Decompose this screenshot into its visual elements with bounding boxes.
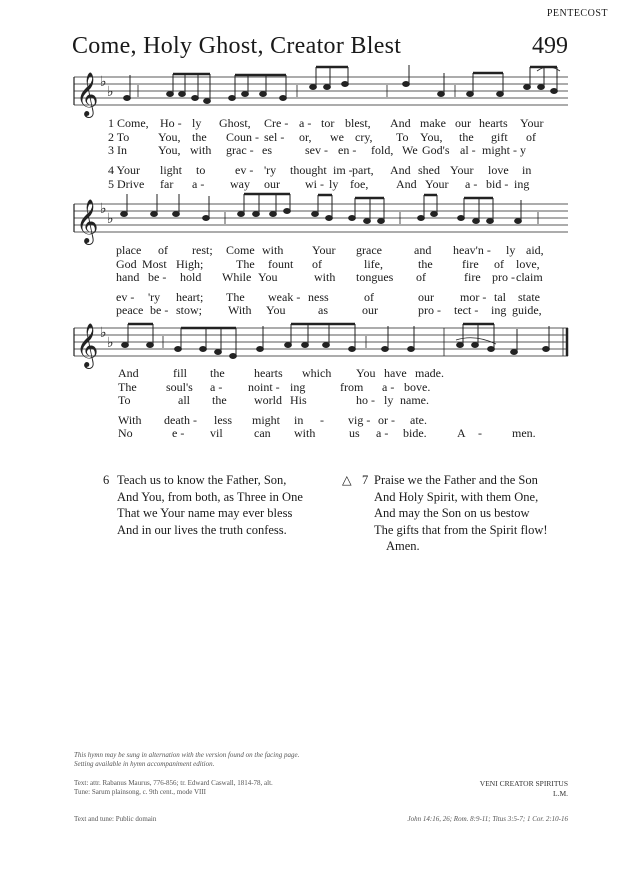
lyric: as — [318, 303, 328, 317]
lyric: ing — [514, 177, 530, 191]
lyric: the — [459, 130, 474, 144]
music-staff-system-3 — [0, 314, 640, 374]
lyric: foe, — [350, 177, 369, 191]
lyric: heav'n - — [453, 243, 491, 257]
lyric: 'ry — [148, 290, 161, 304]
hymn-number: 499 — [532, 33, 568, 59]
lyric: vil — [210, 426, 223, 440]
lyric: fount — [268, 257, 294, 271]
lyric: soul's — [166, 380, 193, 394]
lyric: 5 Drive — [108, 177, 145, 191]
lyric: of — [364, 290, 374, 304]
lyric: grace — [356, 243, 382, 257]
lyric: hold — [180, 270, 202, 284]
lyric: way — [230, 177, 250, 191]
lyric: love, — [516, 257, 540, 271]
lyric: of — [526, 130, 536, 144]
lyric: peace — [116, 303, 144, 317]
lyric: of — [158, 243, 168, 257]
lyric: of — [416, 270, 426, 284]
lyric: love — [488, 163, 509, 177]
lyric: You, — [420, 130, 443, 144]
lyric: 4 Your — [108, 163, 141, 177]
lyric: High; — [176, 257, 204, 271]
lyric: guide, — [512, 303, 542, 317]
lyric: While — [222, 270, 252, 284]
lyric: To — [396, 130, 409, 144]
lyric: we — [330, 130, 344, 144]
lyric: make — [420, 116, 446, 130]
lyric: which — [302, 366, 332, 380]
lyric: sel - — [264, 130, 285, 144]
text-credit: Text: attr. Rabanus Maurus, 776-856; tr. Edward Caswall, 1814-78, alt. — [74, 779, 273, 787]
lyric: name. — [400, 393, 429, 407]
lyric: hand — [116, 270, 140, 284]
lyric: a - — [192, 177, 205, 191]
lyric: rest; — [192, 243, 213, 257]
lyric: made. — [415, 366, 444, 380]
lyric: The — [236, 257, 255, 271]
triangle-icon: △ — [342, 473, 352, 487]
lyric: And — [390, 116, 411, 130]
lyric: our — [264, 177, 280, 191]
lyric: ly — [506, 243, 516, 257]
svg-text:♭: ♭ — [107, 85, 114, 100]
lyric: or - — [378, 413, 395, 427]
lyric: sev - — [305, 143, 328, 157]
lyric: might — [252, 413, 281, 427]
lyric: al - — [460, 143, 476, 157]
lyric: place — [116, 243, 142, 257]
stanza-line: Amen. — [386, 539, 420, 553]
lyric: us — [349, 426, 360, 440]
lyric: bid - — [486, 177, 509, 191]
lyric: state — [518, 290, 540, 304]
lyric: - — [320, 413, 324, 427]
music-staff-system-2 — [0, 190, 640, 250]
lyric: And — [118, 366, 139, 380]
lyric: in — [294, 413, 304, 427]
lyric: cry, — [355, 130, 373, 144]
lyric: You, — [158, 143, 181, 157]
svg-text:♭: ♭ — [100, 326, 107, 341]
lyric: tongues — [356, 270, 394, 284]
lyric: with — [294, 426, 316, 440]
lyric: Your — [520, 116, 544, 130]
lyric: ev - — [116, 290, 135, 304]
lyric: And — [390, 163, 411, 177]
lyric: You, — [158, 130, 181, 144]
lyric: a - — [465, 177, 478, 191]
stanza-line: And Holy Spirit, with them One, — [374, 489, 539, 504]
stanza-number: 7 — [362, 473, 369, 487]
lyric: can — [254, 426, 271, 440]
svg-text:♭: ♭ — [107, 212, 114, 227]
lyric: fire — [462, 257, 479, 271]
lyric: - — [478, 426, 482, 440]
lyric: shed — [418, 163, 440, 177]
lyric: tal — [494, 290, 506, 304]
lyric: be - — [148, 270, 167, 284]
lyric: our — [418, 290, 434, 304]
svg-text:♭: ♭ — [107, 336, 114, 351]
lyric: His — [290, 393, 307, 407]
lyric: You — [258, 270, 278, 284]
lyric: ness — [308, 290, 329, 304]
lyric: death - — [164, 413, 197, 427]
lyric: of — [494, 257, 504, 271]
lyric: heart; — [176, 290, 204, 304]
lyric: a - — [382, 380, 395, 394]
lyric: mor - — [460, 290, 487, 304]
lyric: The — [226, 290, 245, 304]
lyric: thought — [290, 163, 327, 177]
lyric: stow; — [176, 303, 203, 317]
lyric: Your — [312, 243, 336, 257]
lyric: es — [262, 143, 272, 157]
tune-name: VENI CREATOR SPIRITUS — [479, 779, 568, 788]
lyric: tect - — [454, 303, 479, 317]
lyric: from — [340, 380, 364, 394]
lyric: to — [196, 163, 206, 177]
lyric: aid, — [526, 243, 544, 257]
section-label: PENTECOST — [546, 8, 608, 19]
lyric: Your — [425, 177, 449, 191]
lyric: im - — [333, 163, 353, 177]
meter: L.M. — [553, 789, 568, 798]
lyric: ly — [329, 177, 339, 191]
lyric: Ho - — [160, 116, 182, 130]
lyric: Cre - — [264, 116, 289, 130]
lyric: You — [266, 303, 286, 317]
stanza-line: And You, from both, as Three in One — [117, 489, 303, 504]
lyric: our — [455, 116, 471, 130]
lyric: With — [118, 413, 142, 427]
lyric: blest, — [345, 116, 371, 130]
lyric: ev - — [235, 163, 254, 177]
lyric: light — [160, 163, 183, 177]
lyric: all — [178, 393, 190, 407]
lyric: bide. — [403, 426, 427, 440]
lyric: world — [254, 393, 282, 407]
lyric: a - — [299, 116, 312, 130]
lyric: weak - — [268, 290, 301, 304]
lyric: ate. — [410, 413, 427, 427]
lyric: with — [314, 270, 336, 284]
lyric: wi - — [305, 177, 324, 191]
stanza-line: Praise we the Father and the Son — [374, 473, 538, 487]
lyric: less — [214, 413, 232, 427]
setting-note: Setting available in hymn accompaniment edition. — [74, 760, 215, 768]
copyright: Text and tune: Public domain — [74, 815, 157, 823]
lyric: 1 Come, — [108, 116, 149, 130]
music-staff-system-1 — [0, 63, 640, 123]
lyric: Coun - — [226, 130, 259, 144]
svg-text:𝄞: 𝄞 — [76, 325, 99, 367]
lyric: Your — [450, 163, 474, 177]
lyric: hearts — [254, 366, 283, 380]
lyric: pro - — [492, 270, 515, 284]
lyric: Ghost, — [219, 116, 251, 130]
lyric: 2 To — [108, 130, 130, 144]
lyric: noint - — [248, 380, 280, 394]
stanza-line: And in our lives the truth confess. — [117, 522, 287, 537]
lyric: in — [522, 163, 532, 177]
lyric: hearts — [479, 116, 508, 130]
lyric: of — [312, 257, 322, 271]
lyric: The — [118, 380, 137, 394]
lyric: or, — [299, 130, 312, 144]
stanza-number: 6 — [103, 473, 110, 487]
lyric: A — [457, 426, 466, 440]
lyric: God's — [422, 143, 450, 157]
svg-text:♭: ♭ — [100, 202, 107, 217]
lyric: be - — [150, 303, 169, 317]
lyric: 3 In — [108, 143, 127, 157]
lyric: have — [384, 366, 407, 380]
lyric: might - — [482, 143, 517, 157]
lyric: far — [160, 177, 174, 191]
lyric: with — [190, 143, 212, 157]
lyric: gift — [491, 130, 508, 144]
lyric: ho - — [356, 393, 375, 407]
treble-clef-icon: 𝄞 — [76, 74, 99, 116]
lyric: ing — [290, 380, 306, 394]
lyric: en - — [338, 143, 357, 157]
lyric: the — [192, 130, 207, 144]
lyric: a - — [376, 426, 389, 440]
lyric: 'ry — [264, 163, 277, 177]
lyric: men. — [512, 426, 536, 440]
lyric: the — [418, 257, 433, 271]
lyric: life, — [364, 257, 383, 271]
stanza-line: The gifts that from the Spirit flow! — [374, 522, 548, 537]
lyric: claim — [516, 270, 543, 284]
stanza-line: That we Your name may ever bless — [117, 506, 293, 520]
lyric: ly — [384, 393, 394, 407]
lyric: pro - — [418, 303, 441, 317]
lyric: tor — [321, 116, 335, 130]
lyric: With — [228, 303, 252, 317]
lyric: God — [116, 257, 137, 271]
hymn-title: Come, Holy Ghost, Creator Blest — [72, 33, 402, 59]
lyric: Most — [142, 257, 167, 271]
lyric: the — [210, 366, 225, 380]
stanza-line: Teach us to know the Father, Son, — [117, 473, 287, 487]
lyric: No — [118, 426, 133, 440]
tune-credit: Tune: Sarum plainsong, c. 9th cent., mode VIII — [74, 788, 207, 796]
lyric: vig - — [348, 413, 371, 427]
lyric: and — [414, 243, 432, 257]
lyric: a - — [210, 380, 223, 394]
scripture-refs: John 14:16, 26; Rom. 8:9-11; Titus 3:5-7; 1 Cor. 2:10-16 — [407, 815, 568, 823]
lyric: grac - — [226, 143, 254, 157]
lyric: To — [118, 393, 131, 407]
lyric: And — [396, 177, 417, 191]
svg-text:𝄞: 𝄞 — [76, 201, 99, 243]
lyric: e - — [172, 426, 185, 440]
lyric: You — [356, 366, 376, 380]
lyric: ly — [192, 116, 202, 130]
lyric: fold, — [371, 143, 394, 157]
lyric: our — [362, 303, 378, 317]
lyric: with — [262, 243, 284, 257]
lyric: fire — [464, 270, 481, 284]
lyric: Come — [226, 243, 255, 257]
lyric: ing — [491, 303, 507, 317]
lyric: We — [402, 143, 418, 157]
usage-note: This hymn may be sung in alternation with the version found on the facing page. — [74, 751, 300, 759]
lyric: part, — [352, 163, 374, 177]
flat-icon: ♭ — [100, 75, 107, 90]
lyric: fill — [173, 366, 187, 380]
lyric: bove. — [404, 380, 431, 394]
stanza-line: And may the Son on us bestow — [374, 506, 530, 520]
lyric: y — [520, 143, 526, 157]
lyric: the — [212, 393, 227, 407]
